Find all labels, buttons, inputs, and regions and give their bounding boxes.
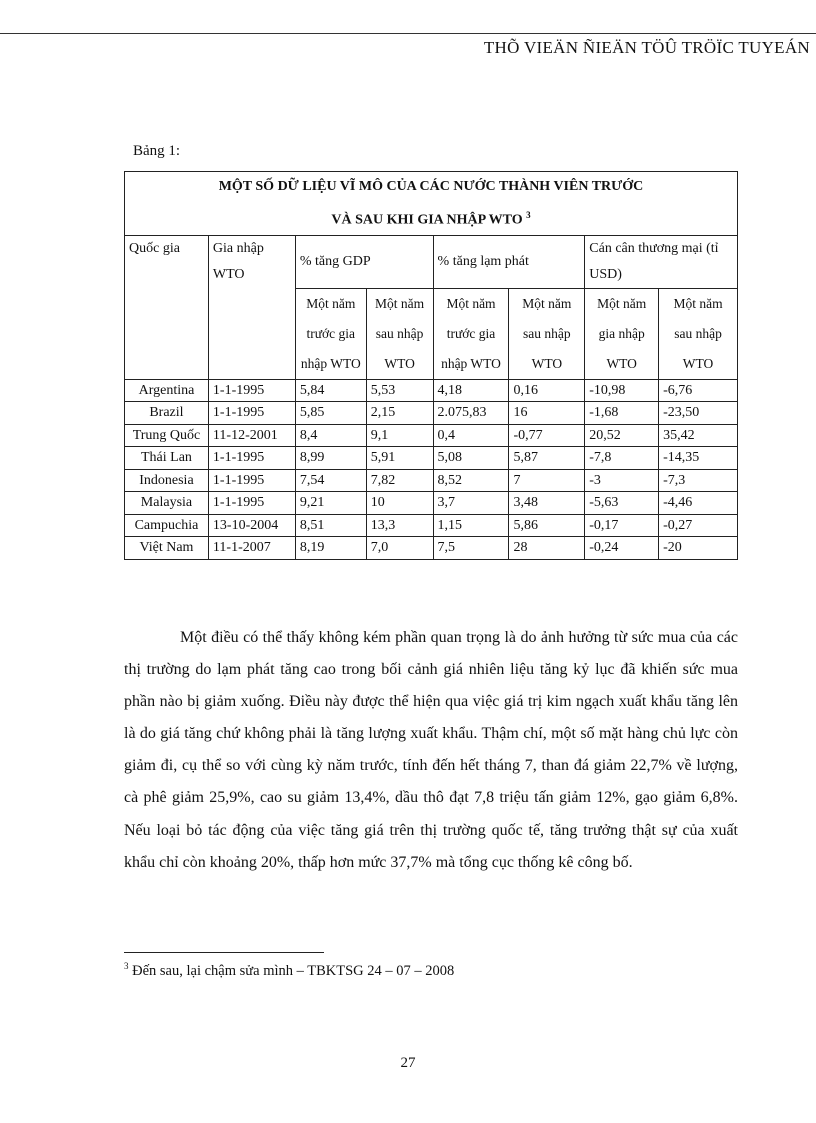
table-title-line1: MỘT SỐ DỮ LIỆU VĨ MÔ CỦA CÁC NƯỚC THÀNH VIÊN TRƯỚC xyxy=(218,179,644,194)
table-title-line2: VÀ SAU KHI GIA NHẬP WTO $^3$ xyxy=(331,210,531,228)
table-title xyxy=(125,172,738,236)
cell-gdp-after: 5,91 xyxy=(366,447,433,470)
cell-inflation-before: 2.075,83 xyxy=(433,402,509,425)
cell-trade-before: -5,63 xyxy=(585,492,659,515)
cell-gdp-before: 8,19 xyxy=(295,537,366,560)
footnote-rule xyxy=(124,952,324,953)
subheader-inflation-after: Một năm sau nhập WTO xyxy=(509,288,585,379)
cell-join-date: 13-10-2004 xyxy=(208,514,295,537)
cell-inflation-before: 7,5 xyxy=(433,537,509,560)
cell-country: Brazil xyxy=(125,402,209,425)
cell-inflation-before: 3,7 xyxy=(433,492,509,515)
cell-gdp-after: 13,3 xyxy=(366,514,433,537)
cell-trade-before: -10,98 xyxy=(585,379,659,402)
macro-data-table xyxy=(124,171,738,560)
cell-inflation-after: 16 xyxy=(509,402,585,425)
cell-join-date: 1-1-1995 xyxy=(208,447,295,470)
cell-inflation-before: 5,08 xyxy=(433,447,509,470)
cell-inflation-after: 5,87 xyxy=(509,447,585,470)
subheader-gdp-after: Một năm sau nhập WTO xyxy=(366,288,433,379)
cell-join-date: 1-1-1995 xyxy=(208,402,295,425)
table-caption: Bảng 1: xyxy=(133,143,181,159)
table-row xyxy=(125,514,738,537)
cell-gdp-before: 8,4 xyxy=(295,424,366,447)
table-row xyxy=(125,492,738,515)
cell-country: Indonesia xyxy=(125,469,209,492)
table-row xyxy=(125,402,738,425)
table-row xyxy=(125,379,738,402)
cell-gdp-after: 7,0 xyxy=(366,537,433,560)
cell-trade-before: 20,52 xyxy=(585,424,659,447)
cell-join-date: 1-1-1995 xyxy=(208,492,295,515)
cell-country: Trung Quốc xyxy=(125,424,209,447)
table-title-row xyxy=(125,172,738,236)
body-paragraph-text: Một điều có thể thấy không kém phần quan trọng là do ảnh hưởng từ sức mua của các thị trường do lạm phát tăng cao trong bối cảnh giá nhiên liệu tăng kỷ lục đã khiến sức mua phần nào bị giảm xuống. Điều này được thể hiện qua việc giá trị kim ngạch xuất khẩu tăng lên là do giá tăng chứ không phải là tăng lượng xuất khẩu. Thậm chí, một số mặt hàng chủ lực còn giảm đi, cụ thể so với cùng kỳ năm trước, tính đến hết tháng 7, than đá giảm 22,7% về lượng, cà phê giảm 25,9%, cao su giảm 13,4%, dầu thô đạt 7,8 triệu tấn giảm 12%, gạo giảm 6,8%. Nếu loại bỏ tác động của việc tăng giá trên thị trường quốc tế, tăng trưởng thật sự của xuất khẩu chỉ còn khoảng 20%, thấp hơn mức 37,7% mà tổng cục thống kê công bố. xyxy=(124,629,738,871)
cell-trade-after: 35,42 xyxy=(659,424,738,447)
cell-trade-after: -23,50 xyxy=(659,402,738,425)
cell-trade-after: -0,27 xyxy=(659,514,738,537)
cell-gdp-before: 5,85 xyxy=(295,402,366,425)
cell-inflation-after: 5,86 xyxy=(509,514,585,537)
cell-inflation-after: 0,16 xyxy=(509,379,585,402)
subheader-inflation-before: Một năm trước gia nhập WTO xyxy=(433,288,509,379)
cell-gdp-after: 10 xyxy=(366,492,433,515)
cell-inflation-before: 8,52 xyxy=(433,469,509,492)
cell-gdp-before: 8,51 xyxy=(295,514,366,537)
subheader-trade-after: Một năm sau nhập WTO xyxy=(659,288,738,379)
cell-inflation-before: 4,18 xyxy=(433,379,509,402)
footnote-text: Đến sau, lại chậm sửa mình – TBKTSG 24 – 07 – 2008 xyxy=(128,962,455,979)
subheader-trade-before: Một năm gia nhập WTO xyxy=(585,288,659,379)
cell-gdp-after: 7,82 xyxy=(366,469,433,492)
cell-inflation-after: 28 xyxy=(509,537,585,560)
table-row xyxy=(125,537,738,560)
cell-trade-before: -0,17 xyxy=(585,514,659,537)
cell-gdp-after: 2,15 xyxy=(366,402,433,425)
cell-gdp-after: 9,1 xyxy=(366,424,433,447)
running-header: THÕ VIEÄN ÑIEÄN TÖÛ TRÖÏC TUYEÁN xyxy=(483,38,810,57)
cell-trade-before: -0,24 xyxy=(585,537,659,560)
cell-gdp-before: 8,99 xyxy=(295,447,366,470)
title-footnote-ref: 3 xyxy=(526,210,531,220)
cell-country: Campuchia xyxy=(125,514,209,537)
cell-trade-before: -1,68 xyxy=(585,402,659,425)
header-trade-balance: Cán cân thương mại (tỉ USD) xyxy=(585,235,738,288)
cell-country: Argentina xyxy=(125,379,209,402)
table-header-row xyxy=(125,235,738,288)
cell-country: Malaysia xyxy=(125,492,209,515)
page-number: 27 xyxy=(400,1055,416,1071)
cell-gdp-before: 5,84 xyxy=(295,379,366,402)
cell-join-date: 1-1-1995 xyxy=(208,379,295,402)
cell-trade-after: -14,35 xyxy=(659,447,738,470)
cell-country: Việt Nam xyxy=(125,537,209,560)
cell-inflation-after: 3,48 xyxy=(509,492,585,515)
cell-gdp-before: 9,21 xyxy=(295,492,366,515)
cell-inflation-before: 0,4 xyxy=(433,424,509,447)
header-country: Quốc gia xyxy=(125,235,209,379)
footnote-number: 3 xyxy=(124,961,129,971)
cell-gdp-before: 7,54 xyxy=(295,469,366,492)
cell-join-date: 11-1-2007 xyxy=(208,537,295,560)
cell-gdp-after: 5,53 xyxy=(366,379,433,402)
cell-inflation-before: 1,15 xyxy=(433,514,509,537)
cell-trade-after: -4,46 xyxy=(659,492,738,515)
footnote xyxy=(124,961,454,980)
cell-trade-after: -6,76 xyxy=(659,379,738,402)
cell-trade-before: -7,8 xyxy=(585,447,659,470)
cell-join-date: 1-1-1995 xyxy=(208,469,295,492)
cell-country: Thái Lan xyxy=(125,447,209,470)
table-row xyxy=(125,447,738,470)
table-row xyxy=(125,424,738,447)
cell-inflation-after: -0,77 xyxy=(509,424,585,447)
table-row xyxy=(125,469,738,492)
cell-inflation-after: 7 xyxy=(509,469,585,492)
subheader-gdp-before: Một năm trước gia nhập WTO xyxy=(295,288,366,379)
cell-trade-before: -3 xyxy=(585,469,659,492)
cell-trade-after: -20 xyxy=(659,537,738,560)
cell-trade-after: -7,3 xyxy=(659,469,738,492)
header-join-date: Gia nhập WTO xyxy=(208,235,295,379)
body-paragraph xyxy=(124,622,738,879)
header-inflation: % tăng lạm phát xyxy=(433,235,585,288)
header-rule xyxy=(0,33,816,34)
cell-join-date: 11-12-2001 xyxy=(208,424,295,447)
header-gdp: % tăng GDP xyxy=(295,235,433,288)
